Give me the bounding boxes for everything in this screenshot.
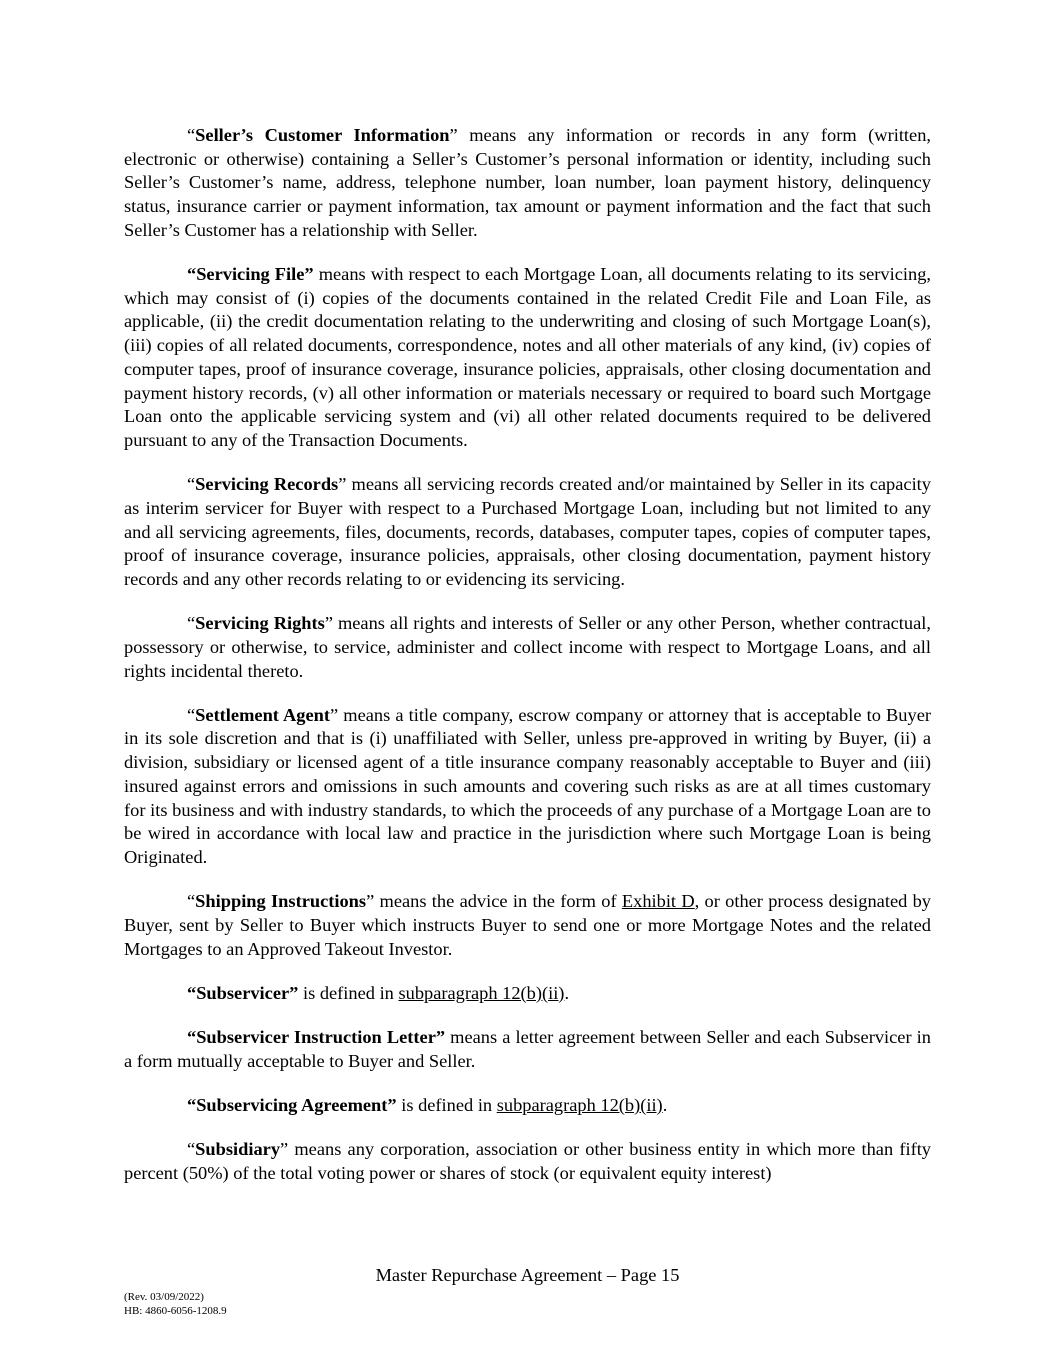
paragraph-text: “: [187, 704, 196, 725]
cross-reference: subparagraph 12(b)(ii): [398, 982, 565, 1003]
paragraph-text: “: [187, 1139, 196, 1160]
document-body: [124, 124, 931, 1206]
paragraph-text: ” means all servicing records created and/or maintained by Seller in its capacity as interim servicer for Buyer with respect to a Purchased Mortgage Loan, including but not limited to any and all servicing agreements, files, documents, records, databases, computer tapes, copies of computer tapes, proof of insurance coverage, insurance policies, appraisals, other closing documentation, payment history records and any other records relating to or evidencing its servicing.: [124, 474, 931, 589]
definition-paragraph: [124, 124, 931, 243]
defined-term: Servicing Rights: [195, 613, 325, 634]
defined-term: Seller’s Customer Information: [195, 125, 450, 145]
paragraph-text: ” means any information or records in any form (written, electronic or otherwise) containing a Seller’s Customer’s personal information or identity, including such Seller’s Customer’s name, address, telephone number, loan number, loan payment history, delinquency status, insurance carrier or payment information, tax amount or payment information and the fact that such Seller’s Customer has a relationship with Seller.: [124, 125, 931, 240]
paragraph-text: means a letter agreement between Seller and each Subservicer in a form mutually acceptable to Buyer and Seller.: [124, 1027, 931, 1071]
defined-term: “Subservicer”: [187, 982, 299, 1003]
revision-date: (Rev. 03/09/2022): [124, 1291, 204, 1303]
paragraph-text: .: [564, 982, 570, 1003]
paragraph-text: is defined in: [298, 982, 399, 1003]
definition-paragraph: [124, 704, 931, 870]
paragraph-text: ” means the advice in the form of: [366, 891, 622, 912]
paragraph-text: is defined in: [396, 1094, 497, 1115]
definition-paragraph: [124, 1026, 931, 1073]
paragraph-text: ” means any corporation, association or other business entity in which more than fifty percent (50%) of the total voting power or shares of stock (or equivalent equity interest): [124, 1139, 931, 1183]
definition-paragraph: [124, 612, 931, 683]
cross-reference: subparagraph 12(b)(ii): [496, 1094, 663, 1115]
defined-term: Shipping Instructions: [195, 891, 367, 912]
paragraph-text: ” means all rights and interests of Seller or any other Person, whether contractual, possessory or otherwise, to service, administer and collect income with respect to Mortgage Loans, and all rights incidental thereto.: [124, 613, 931, 681]
cross-reference: Exhibit D: [621, 891, 695, 912]
footer-meta: [124, 1290, 227, 1318]
definition-paragraph: [124, 1094, 931, 1118]
paragraph-text: means with respect to each Mortgage Loan, all documents relating to its servicing, which may consist of (i) copies of the documents contained in the related Credit File and Loan File, as applicable, (ii) the credit documentation relating to the underwriting and closing of such Mortgage Loan(s), (iii) copies of all related documents, correspondence, notes and all other materials of any kind, (iv) copies of computer tapes, proof of insurance coverage, insurance policies, appraisals, other closing documentation and payment history records, (v) all other information or materials necessary or required to board such Mortgage Loan onto the applicable servicing system and (vi) all other related documents required to be delivered pursuant to any of the Transaction Documents.: [124, 264, 931, 450]
paragraph-text: , or other process designated by Buyer, sent by Seller to Buyer which instructs Buyer to send one or more Mortgage Notes and the related Mortgages to an Approved Takeout Investor.: [124, 891, 932, 959]
page-footer-title: Master Repurchase Agreement – Page 15: [375, 1265, 680, 1285]
defined-term: “Subservicer Instruction Letter”: [187, 1027, 446, 1047]
paragraph-text: “: [187, 891, 196, 912]
defined-term: “Subservicing Agreement”: [187, 1094, 397, 1115]
defined-term: Servicing Records: [195, 474, 339, 495]
defined-term: “Servicing File”: [187, 264, 314, 285]
paragraph-text: ” means a title company, escrow company or attorney that is acceptable to Buyer in its sole discretion and that is (i) unaffiliated with Seller, unless pre-approved in writing by Buyer, (ii) a division, subsidiary or licensed agent of a title insurance company reasonably acceptable to Buyer and (iii) insured against errors and omissions in such amounts and covering such risks as are at all times customary for its business and with industry standards, to which the proceeds of any purchase of a Mortgage Loan are to be wired in accordance with local law and practice in the jurisdiction where such Mortgage Loan is being Originated.: [124, 704, 931, 867]
paragraph-text: “: [187, 613, 196, 634]
definition-paragraph: [124, 263, 931, 453]
definition-paragraph: [124, 473, 931, 592]
definition-paragraph: [124, 982, 931, 1006]
definition-paragraph: [124, 1138, 931, 1185]
paragraph-text: “: [187, 474, 196, 495]
document-id: HB: 4860-6056-1208.9: [124, 1305, 227, 1317]
defined-term: Settlement Agent: [195, 704, 331, 725]
defined-term: Subsidiary: [195, 1139, 281, 1160]
definition-paragraph: [124, 890, 931, 961]
paragraph-text: “: [187, 125, 196, 145]
paragraph-text: .: [662, 1094, 668, 1115]
